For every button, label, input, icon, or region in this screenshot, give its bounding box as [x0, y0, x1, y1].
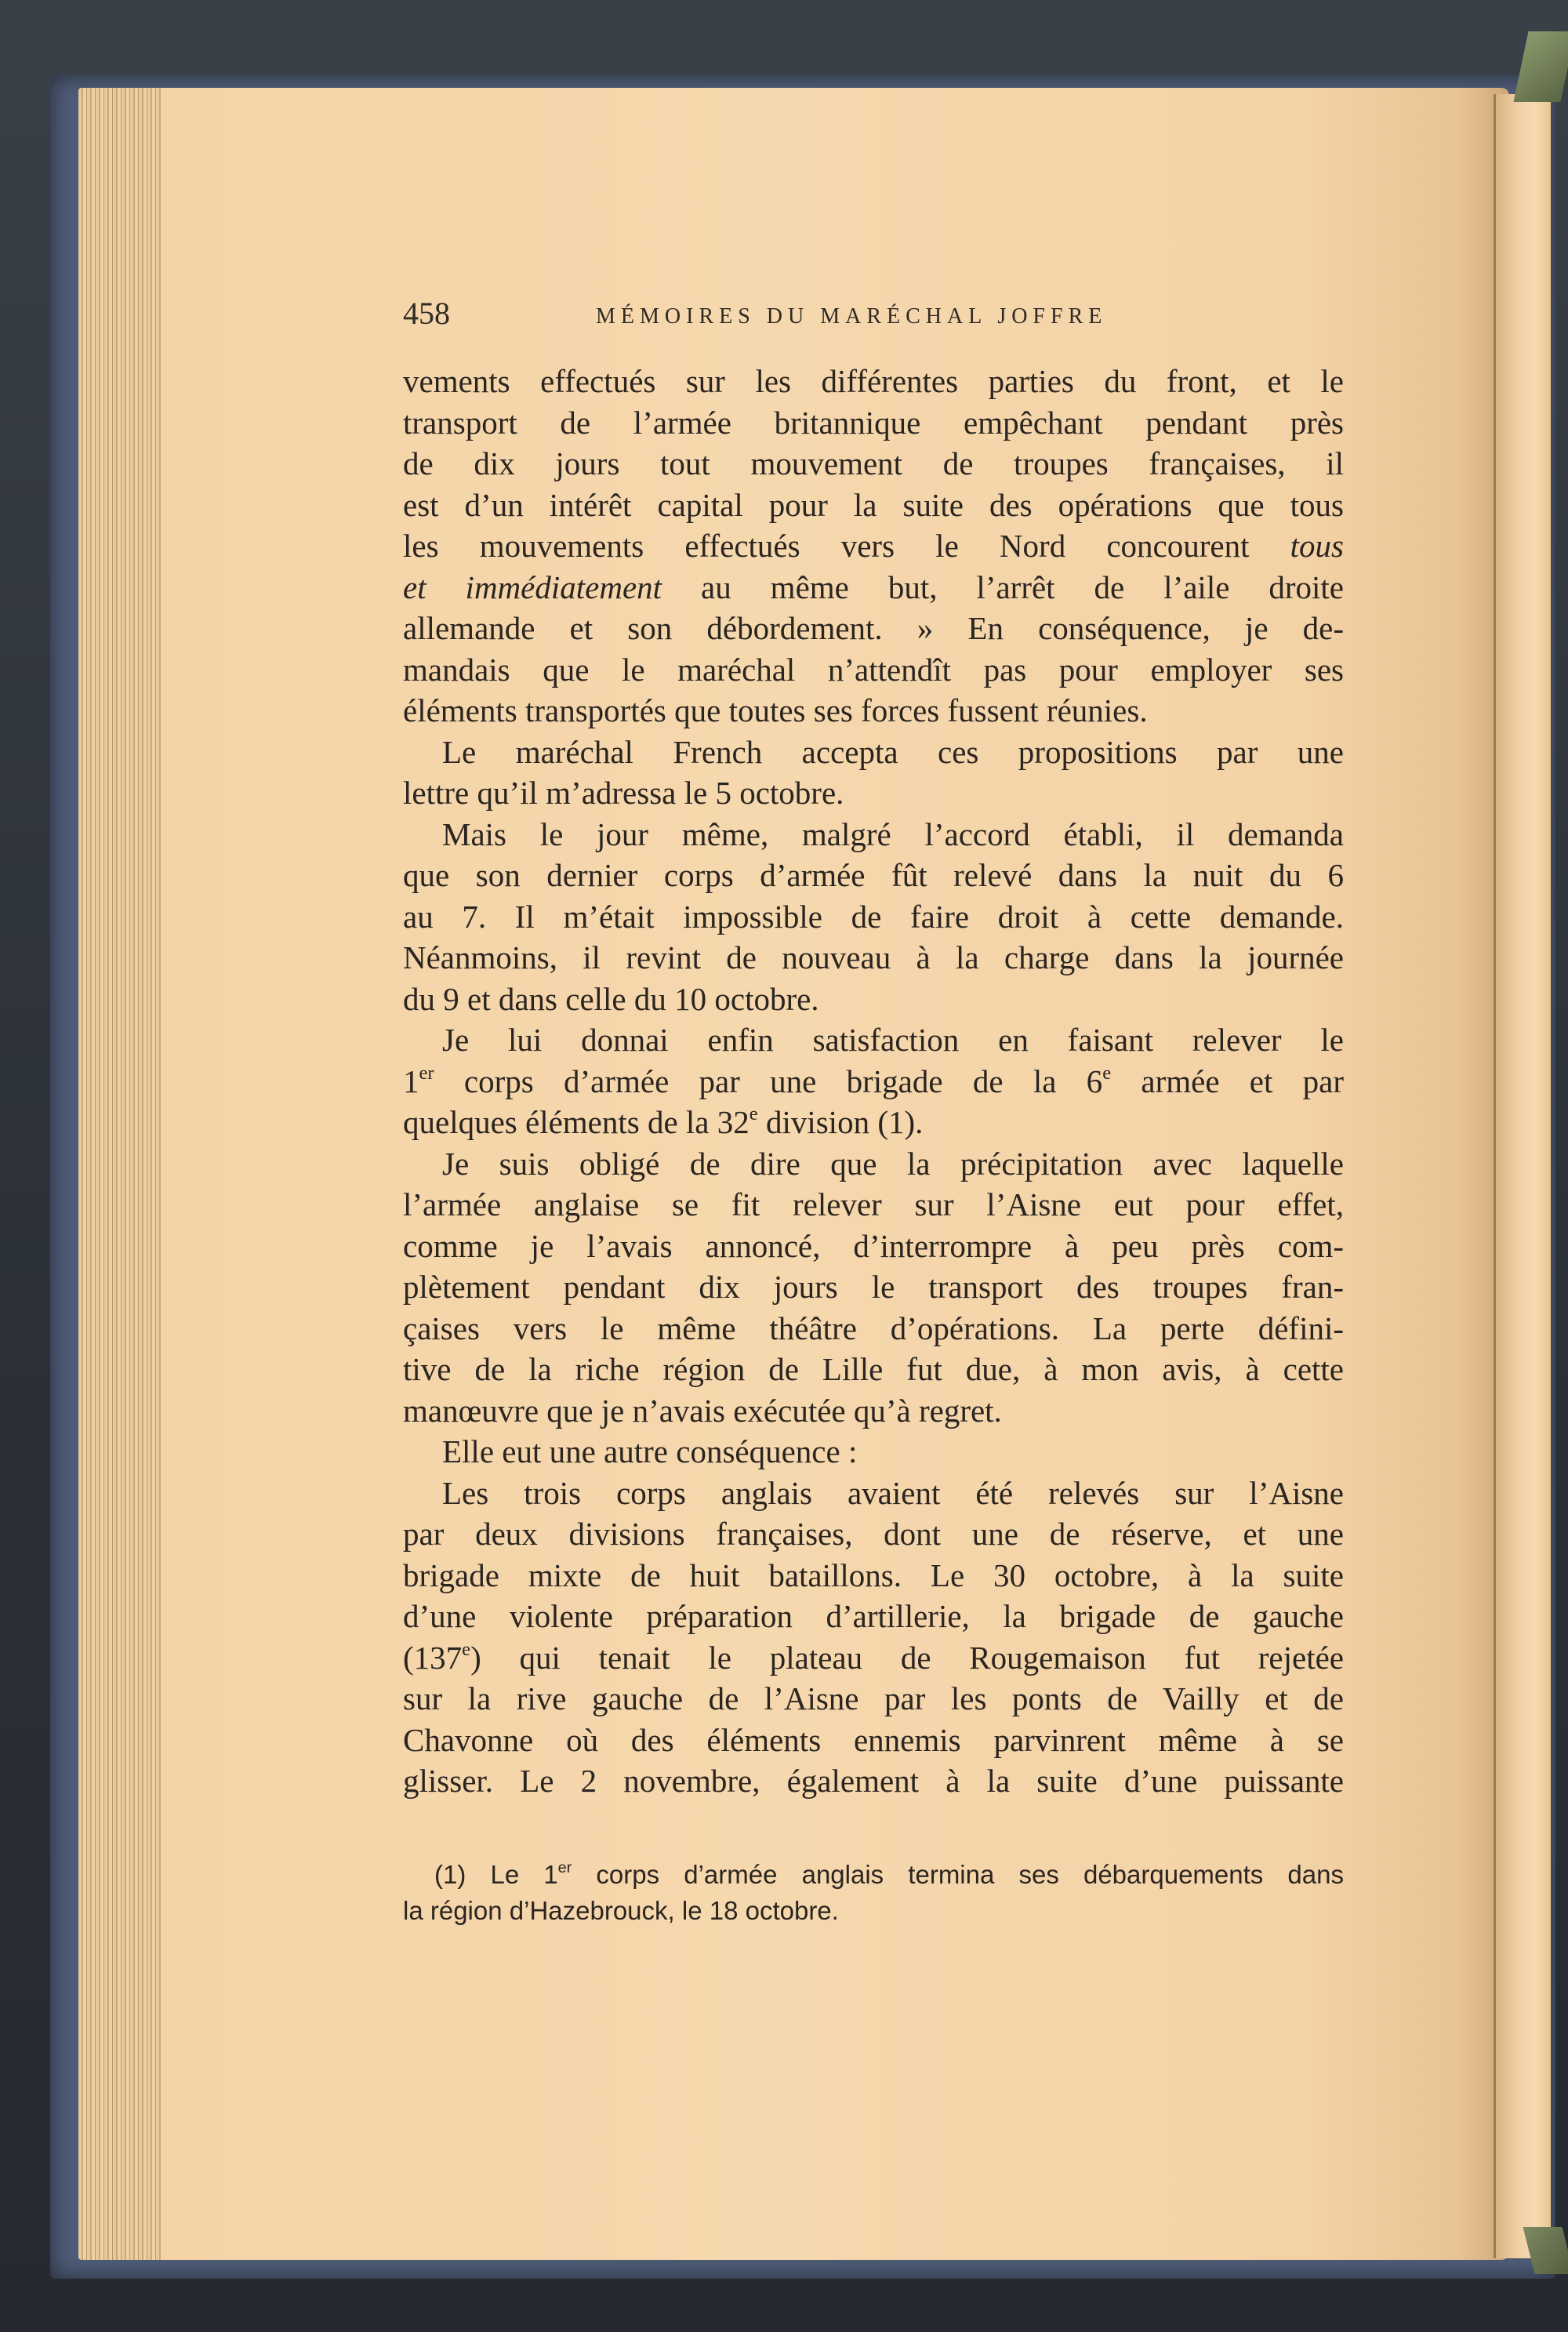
text-line: manœuvre que je n’avais exécutée qu’à regret.	[403, 1392, 1002, 1429]
text-line: Les trois corps anglais avaient été relevés sur l’Aisne	[442, 1474, 1344, 1511]
text-line: glisser. Le 2 novembre, également à la suite d’une puissante	[403, 1763, 1344, 1799]
superscript: e	[749, 1102, 758, 1124]
text-line: éléments transportés que toutes ses forces fussent réunies.	[403, 692, 1148, 728]
text-line: Néanmoins, il revint de nouveau à la charge dans la journée	[403, 939, 1344, 975]
text-line: Je suis obligé de dire que la précipitation avec laquelle	[442, 1145, 1344, 1182]
text-line: Chavonne où des éléments ennemis parvinrent même à se	[403, 1721, 1344, 1758]
text-line: transport de l’armée britannique empêchant pendant près	[403, 404, 1344, 441]
main-text	[403, 361, 1344, 1802]
text-line: Le maréchal French accepta ces propositions par une	[442, 733, 1344, 770]
italic-text: tous	[1290, 528, 1344, 564]
text-line: tive de la riche région de Lille fut due, à mon avis, à cette	[403, 1351, 1344, 1387]
text-line: au 7. Il m’était impossible de faire droit à cette demande.	[403, 898, 1344, 935]
superscript: e	[462, 1638, 471, 1660]
text-line: du 9 et dans celle du 10 octobre.	[403, 980, 819, 1017]
footnote-line: la région d’Hazebrouck, le 18 octobre.	[403, 1896, 839, 1925]
running-header	[403, 292, 1344, 336]
text-line: plètement pendant dix jours le transport des troupes fran-	[403, 1269, 1344, 1305]
superscript: e	[1102, 1062, 1112, 1084]
text-line: allemande et son débordement. » En conséquence, je de-	[403, 610, 1344, 646]
book-gutter	[1494, 94, 1551, 2258]
text-line: brigade mixte de huit bataillons. Le 30 octobre, à la suite	[403, 1556, 1344, 1593]
text-line: que son dernier corps d’armée fût relevé dans la nuit du 6	[403, 857, 1344, 893]
text-line: comme je l’avais annoncé, d’interrompre à peu près com-	[403, 1227, 1344, 1264]
text-line: lettre qu’il m’adressa le 5 octobre.	[403, 775, 844, 811]
text-line: de dix jours tout mouvement de troupes françaises, il	[403, 445, 1344, 481]
superscript: er	[557, 1859, 572, 1877]
text-line: (137e) qui tenait le plateau de Rougemaison fut rejetée	[403, 1638, 1344, 1676]
superscript: er	[419, 1062, 434, 1084]
text-line: les mouvements effectués vers le Nord concourent tous	[403, 528, 1344, 564]
text-line: mandais que le maréchal n’attendît pas pour employer ses	[403, 651, 1344, 688]
footnote	[403, 1857, 1344, 1929]
page-number: 458	[403, 296, 450, 331]
text-line: est d’un intérêt capital pour la suite des opérations que tous	[403, 486, 1344, 523]
italic-text: et immédiatement	[403, 568, 662, 605]
running-title: MÉMOIRES DU MARÉCHAL JOFFRE	[596, 304, 1108, 329]
text-line: vements effectués sur les différentes parties du front, et le	[403, 363, 1344, 399]
text-line: quelques éléments de la 32e division (1).	[403, 1102, 924, 1140]
footnote-line: (1) Le 1er corps d’armée anglais termina ses débarquements dans	[434, 1859, 1344, 1889]
text-line: Je lui donnai enfin satisfaction en faisant relever le	[442, 1022, 1344, 1058]
text-line: Mais le jour même, malgré l’accord établi, il demanda	[442, 815, 1344, 852]
text-line: sur la rive gauche de l’Aisne par les ponts de Vailly et de	[403, 1680, 1344, 1716]
text-line: d’une violente préparation d’artillerie, la brigade de gauche	[403, 1598, 1344, 1634]
text-line: et immédiatement au même but, l’arrêt de l’aile droite	[403, 568, 1344, 605]
text-line: Elle eut une autre conséquence :	[442, 1433, 858, 1469]
text-line: par deux divisions françaises, dont une de réserve, et une	[403, 1516, 1344, 1552]
text-line: çaises vers le même théâtre d’opérations. La perte défini-	[403, 1309, 1344, 1346]
text-line: 1er corps d’armée par une brigade de la 6e armée et par	[403, 1062, 1344, 1099]
text-line: l’armée anglaise se fit relever sur l’Aisne eut pour effet,	[403, 1186, 1344, 1222]
